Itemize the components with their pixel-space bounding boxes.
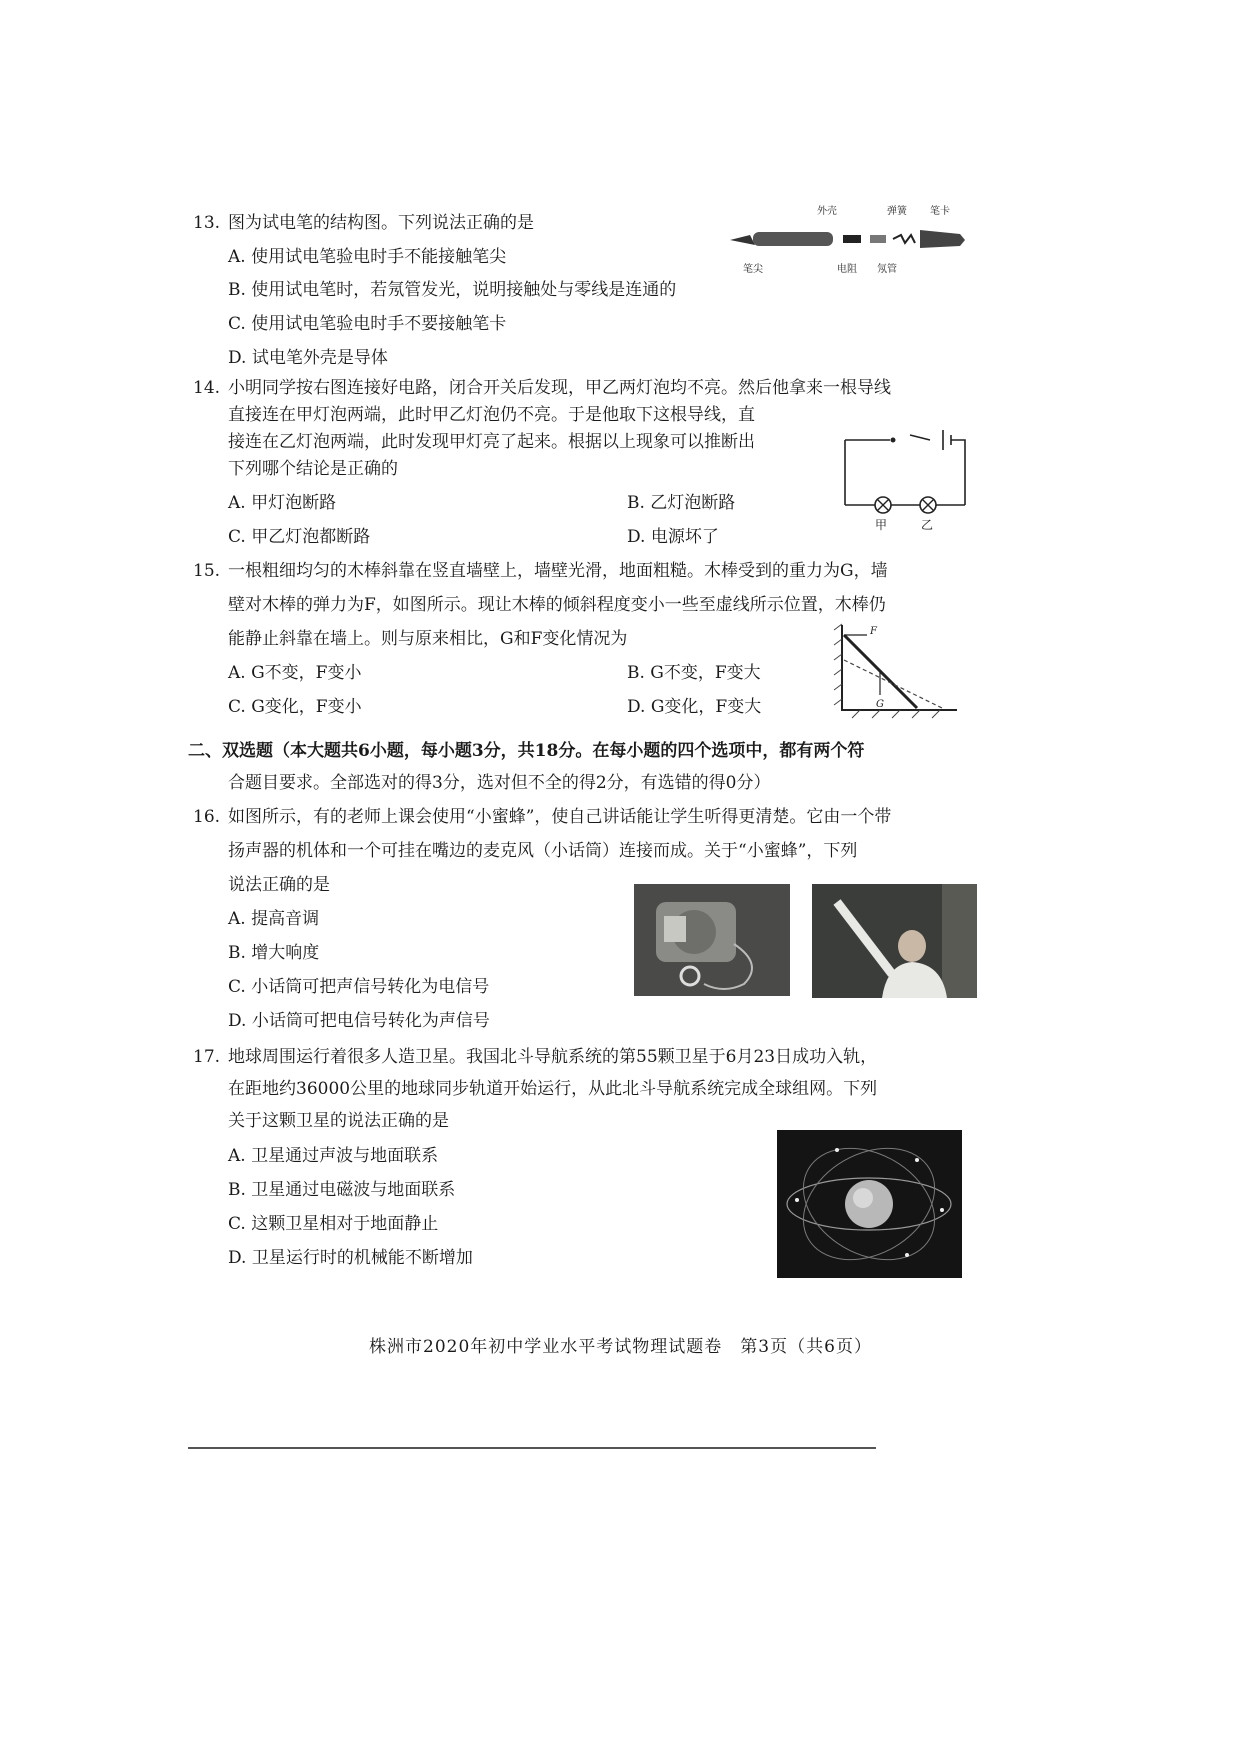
label-resistor: 电阻	[837, 264, 857, 275]
question-15-option-d: D. G变化，F变大	[627, 697, 762, 717]
question-15-option-a: A. G不变，F变小	[228, 663, 362, 683]
question-16-option-b: B. 增大响度	[228, 943, 320, 963]
question-13-option-b: B. 使用试电笔时，若氖管发光，说明接触处与零线是连通的	[228, 280, 677, 300]
question-17-stem-line2: 在距地约36000公里的地球同步轨道开始运行，从此北斗导航系统完成全球组网。下列	[228, 1079, 878, 1099]
switch-contact	[891, 438, 896, 443]
question-17-stem-line1: 地球周围运行着很多人造卫星。我国北斗导航系统的第55颗卫星于6月23日成功入轨，	[228, 1047, 878, 1067]
lamp-yi-label: 乙	[921, 518, 934, 532]
question-14-number: 14.	[193, 378, 221, 398]
label-shell: 外壳	[817, 206, 837, 217]
question-16-option-d: D. 小话筒可把电信号转化为声信号	[228, 1011, 490, 1031]
question-14-option-a: A. 甲灯泡断路	[228, 493, 337, 513]
circuit-figure	[835, 425, 975, 535]
rod-wall-figure	[832, 620, 967, 720]
question-14-stem-line3: 接连在乙灯泡两端，此时发现甲灯亮了起来。根据以上现象可以推断出	[228, 432, 755, 452]
question-13-option-c: C. 使用试电笔验电时手不要接触笔卡	[228, 314, 507, 334]
question-15-stem-line2: 壁对木棒的弹力为F，如图所示。现让木棒的倾斜程度变小一些至虚线所示位置，木棒仍	[228, 595, 886, 615]
satellite-orbits-photo	[777, 1130, 962, 1278]
question-17-number: 17.	[193, 1047, 221, 1067]
resistor-shape	[843, 235, 861, 243]
question-16-option-a: A. 提高音调	[228, 909, 320, 929]
force-g-label: G	[876, 699, 884, 710]
force-f-label: F	[870, 626, 877, 637]
pen-clip-shape	[920, 230, 965, 248]
question-13-number: 13.	[193, 213, 221, 233]
question-14-option-c: C. 甲乙灯泡都断路	[228, 527, 371, 547]
rod-shape	[844, 635, 917, 708]
page-footer: 株洲市2020年初中学业水平考试物理试题卷 第3页（共6页）	[369, 1337, 872, 1357]
test-pen-figure	[725, 200, 975, 280]
question-16-stem-line1: 如图所示，有的老师上课会使用“小蜜蜂”，使自己讲话能让学生听得更清楚。它由一个带	[228, 807, 892, 827]
label-clip: 笔卡	[930, 206, 950, 217]
question-17-stem-line3: 关于这颗卫星的说法正确的是	[228, 1111, 449, 1131]
bottom-rule	[188, 1447, 876, 1449]
question-14-option-d: D. 电源坏了	[627, 527, 719, 547]
label-neon: 氖管	[877, 264, 897, 275]
question-14-stem-line2: 直接连在甲灯泡两端，此时甲乙灯泡仍不亮。于是他取下这根导线，直	[228, 405, 755, 425]
pen-tip-shape	[730, 235, 755, 245]
teacher-using-microphone-photo	[812, 884, 977, 998]
question-14-stem-line4: 下列哪个结论是正确的	[228, 459, 398, 479]
label-spring: 弹簧	[887, 206, 907, 217]
question-15-option-c: C. G变化，F变小	[228, 697, 362, 717]
question-15-option-b: B. G不变，F变大	[627, 663, 761, 683]
section-2-title-line1: 二、双选题（本大题共6小题，每小题3分，共18分。在每小题的四个选项中，都有两个符	[188, 741, 865, 761]
pen-shell-shape	[753, 232, 833, 246]
question-16-option-c: C. 小话筒可把声信号转化为电信号	[228, 977, 490, 997]
question-13-stem: 图为试电笔的结构图。下列说法正确的是	[228, 213, 534, 233]
question-17-option-b: B. 卫星通过电磁波与地面联系	[228, 1180, 456, 1200]
speaker-device-photo	[634, 884, 790, 996]
question-17-option-c: C. 这颗卫星相对于地面静止	[228, 1214, 439, 1234]
neon-tube-shape	[870, 235, 886, 243]
question-17-option-a: A. 卫星通过声波与地面联系	[228, 1146, 439, 1166]
question-16-stem-line2: 扬声器的机体和一个可挂在嘴边的麦克风（小话筒）连接而成。关于“小蜜蜂”，下列	[228, 841, 858, 861]
section-2-title-line2: 合题目要求。全部选对的得3分，选对但不全的得2分，有选错的得0分）	[228, 773, 771, 793]
label-tip: 笔尖	[743, 264, 763, 275]
circuit-wires	[845, 430, 965, 505]
question-16-stem-line3: 说法正确的是	[228, 875, 330, 895]
question-14-stem-line1: 小明同学按右图连接好电路，闭合开关后发现，甲乙两灯泡均不亮。然后他拿来一根导线	[228, 378, 891, 398]
question-13-option-a: A. 使用试电笔验电时手不能接触笔尖	[228, 247, 507, 267]
question-13-option-d: D. 试电笔外壳是导体	[228, 348, 388, 368]
question-16-number: 16.	[193, 807, 221, 827]
question-15-number: 15.	[193, 561, 221, 581]
question-15-stem-line3: 能静止斜靠在墙上。则与原来相比，G和F变化情况为	[228, 629, 628, 649]
spring-shape	[893, 235, 915, 243]
lamp-jia-label: 甲	[875, 518, 888, 532]
question-15-stem-line1: 一根粗细均匀的木棒斜靠在竖直墙壁上，墙壁光滑，地面粗糙。木棒受到的重力为G，墙	[228, 561, 888, 581]
question-14-option-b: B. 乙灯泡断路	[627, 493, 736, 513]
question-17-option-d: D. 卫星运行时的机械能不断增加	[228, 1248, 473, 1268]
